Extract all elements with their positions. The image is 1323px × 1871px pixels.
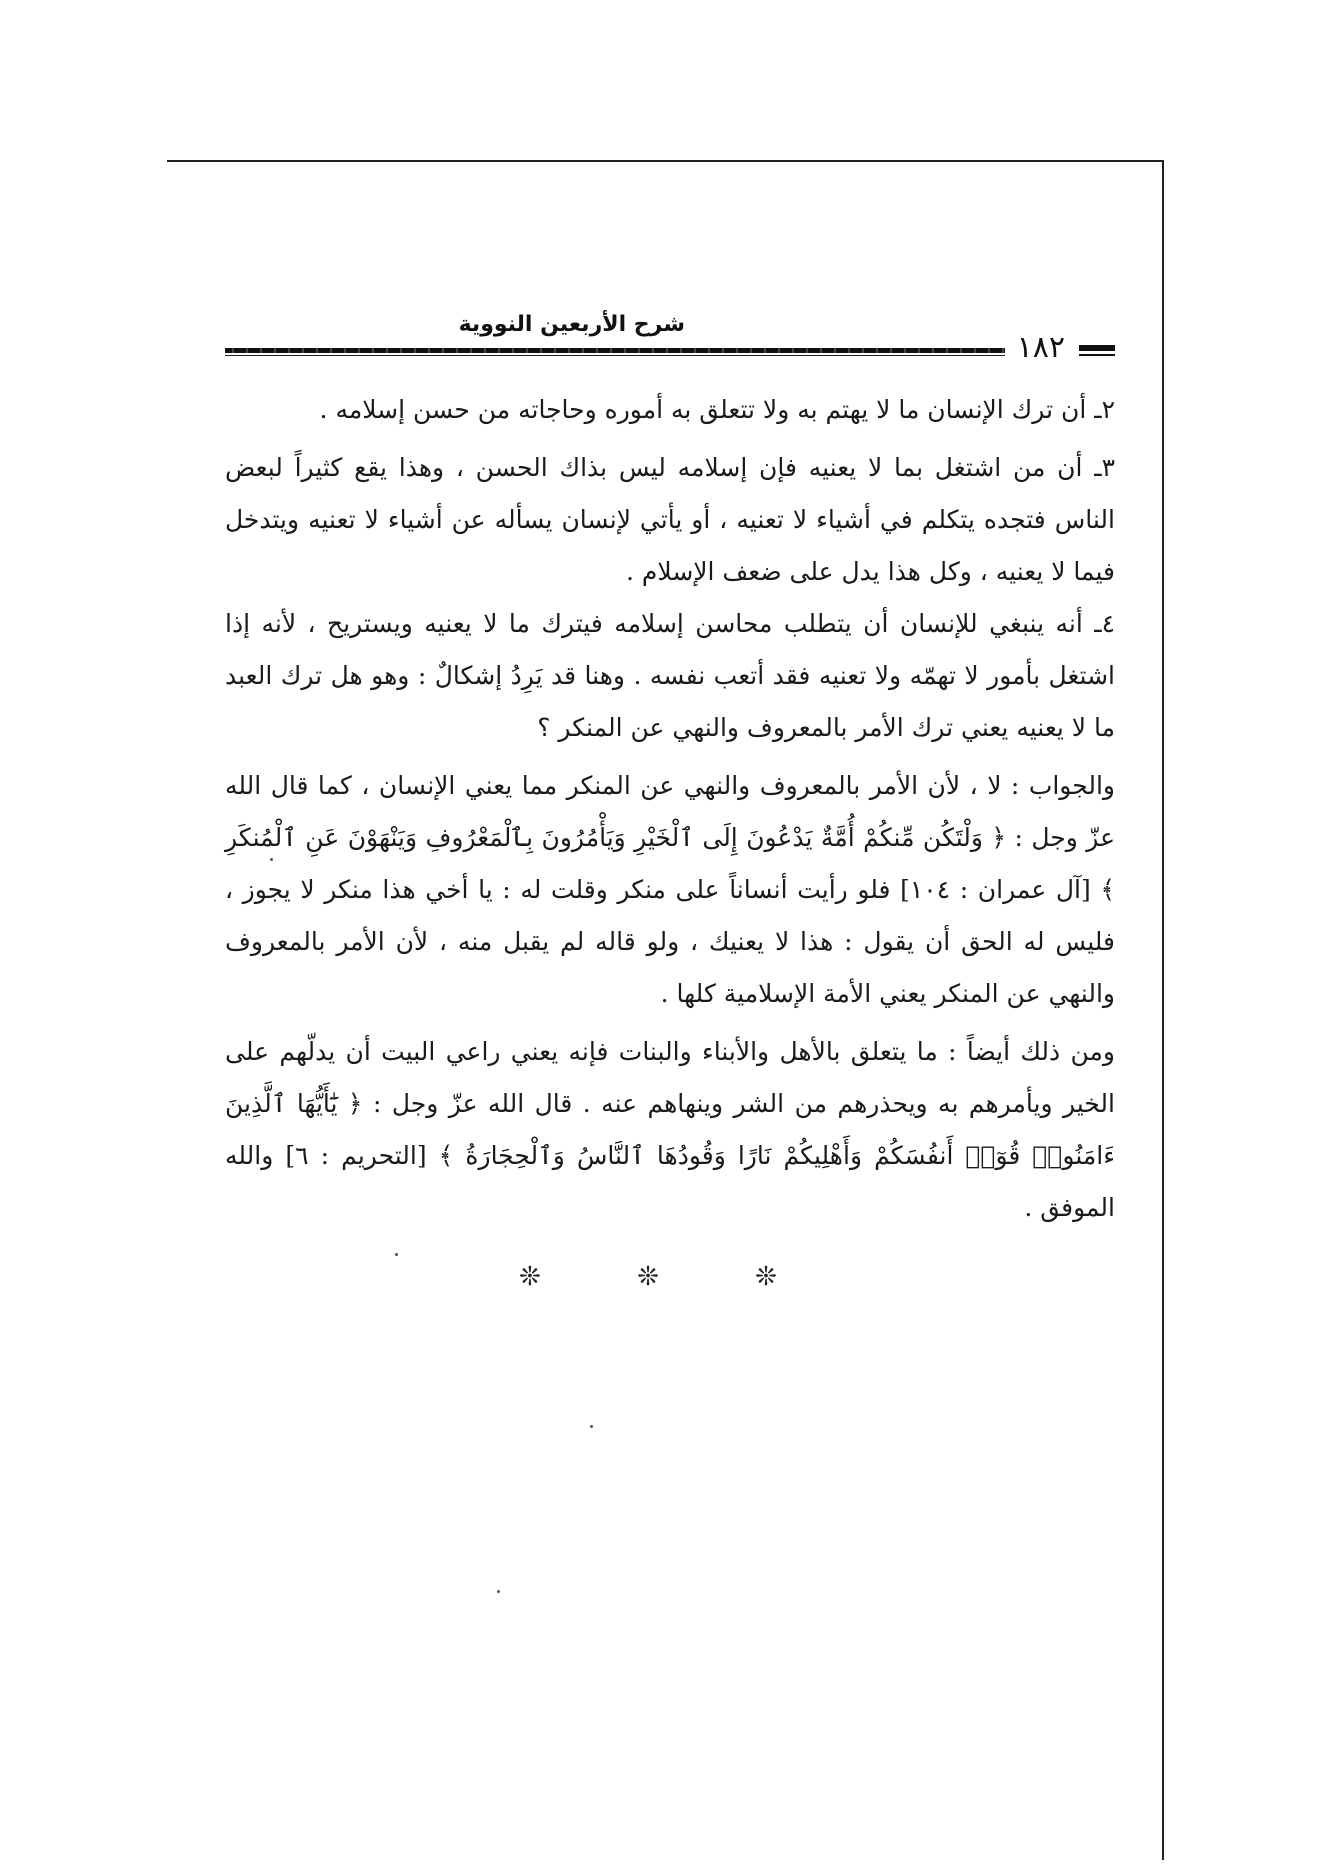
scan-speck [497, 1590, 500, 1593]
book-page [225, 300, 1115, 1292]
section-separator: ❊ ❊ ❊ [519, 1262, 821, 1292]
paragraph-2: ٢ـ أن ترك الإنسان ما لا يهتم به ولا تتعلق به أموره وحاجاته من حسن إسلامه . [319, 395, 1115, 424]
page-header [225, 300, 1115, 365]
header-rule [225, 348, 1005, 353]
scan-speck [270, 858, 273, 861]
paragraph-family: ومن ذلك أيضاً : ما يتعلق بالأهل والأبناء والبنات فإنه يعني راعي البيت أن يدلّهم على الخير ويأمرهم به ويحذرهم من الشر وينهاهم عنه . قال الله عزّ وجل : ﴿ يَٰٓأَيُّهَا ٱلَّذِينَ ءَامَنُوا۟ قُوٓا۟ أَنفُسَكُمْ وَأَهْلِيكُمْ نَارًا وَقُودُهَا ٱلنَّاسُ وَٱلْحِجَارَةُ ﴾ [التحريم : ٦] والله الموفق . [225, 1037, 1115, 1222]
scan-border-right [1162, 160, 1164, 1860]
page-number-bar-thin [1079, 354, 1115, 356]
paragraph-3: ٣ـ أن من اشتغل بما لا يعنيه فإن إسلامه ليس بذاك الحسن ، وهذا يقع كثيراً لبعض الناس فتجده يتكلم في أشياء لا تعنيه ، أو يأتي لإنسان يسأله عن أشياء لا تعنيه ويتدخل فيما لا يعنيه ، وكل هذا يدل على ضعف الإسلام . [225, 453, 1115, 586]
body-text [225, 384, 1115, 1234]
paragraph-4: ٤ـ أنه ينبغي للإنسان أن يتطلب محاسن إسلامه فيترك ما لا يعنيه ويستريح ، لأنه إذا اشتغل بأمور لا تهمّه ولا تعنيه فقد أتعب نفسه . وهنا قد يَرِدُ إشكالٌ : وهو هل ترك العبد ما لا يعنيه يعني ترك الأمر بالمعروف والنهي عن المنكر ؟ [225, 609, 1115, 742]
scan-speck [590, 1425, 593, 1428]
header-rule-thin [225, 355, 1005, 356]
running-title: شرح الأربعين النووية [458, 312, 685, 337]
page-number: ١٨٢ [1016, 330, 1065, 365]
page-number-bar [1079, 345, 1115, 351]
scan-border-top [167, 160, 1164, 162]
scan-speck [395, 1253, 398, 1256]
paragraph-answer: والجواب : لا ، لأن الأمر بالمعروف والنهي عن المنكر مما يعني الإنسان ، كما قال الله عزّ وجل : ﴿ وَلْتَكُن مِّنكُمْ أُمَّةٌ يَدْعُونَ إِلَى ٱلْخَيْرِ وَيَأْمُرُونَ بِٱلْمَعْرُوفِ وَيَنْهَوْنَ عَنِ ٱلْمُنكَرِ ﴾ [آل عمران : ١٠٤] فلو رأيت أنساناً على منكر وقلت له : يا أخي هذا منكر لا يجوز ، فليس له الحق أن يقول : هذا لا يعنيك ، ولو قاله لم يقبل منه ، لأن الأمر بالمعروف والنهي عن المنكر يعني الأمة الإسلامية كلها . [225, 771, 1115, 1008]
